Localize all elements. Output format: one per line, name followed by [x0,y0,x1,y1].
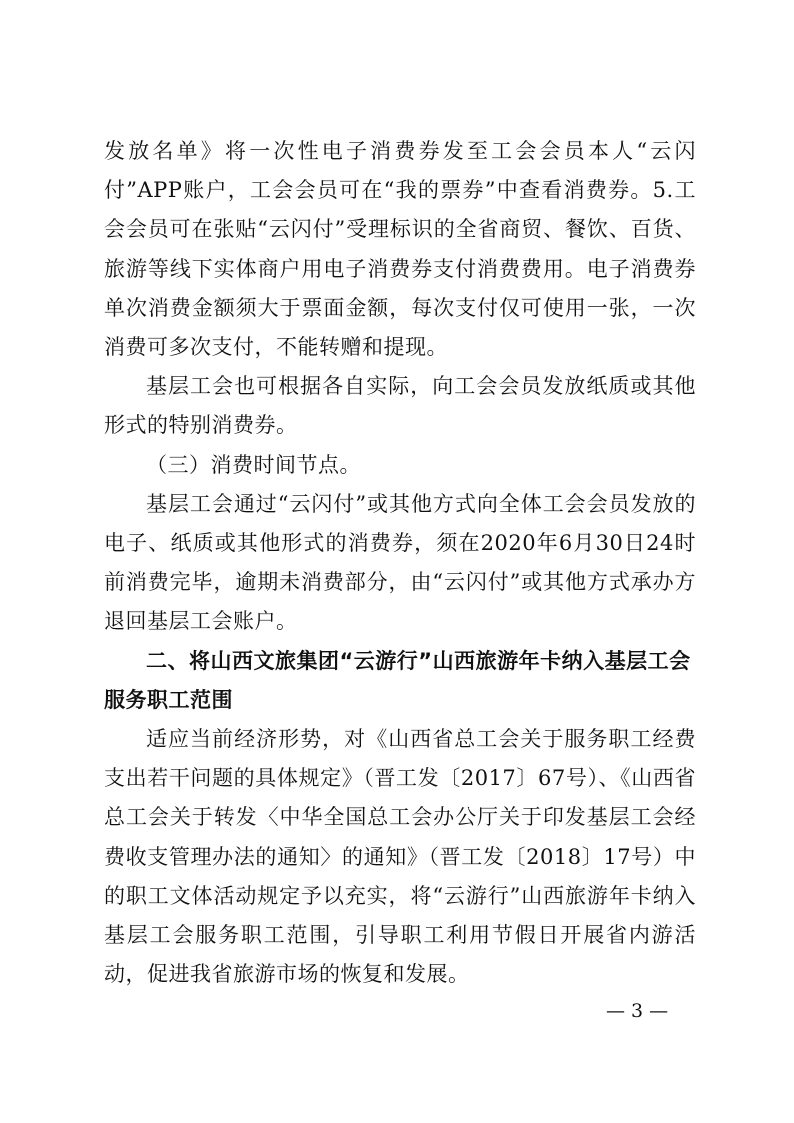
subheading-consumption-deadline: （三）消费时间节点。 [146,452,361,477]
page-number: — 3 — [606,1000,669,1022]
paragraph-tourism-card: 适应当前经济形势，对《山西省总工会关于服务职工经费支出若干问题的具体规定》（晋工发〔2017〕67号）、《山西省总工会关于转发〈中华全国总工会办公厅关于印发基层工会经费收支管理办法的通知〉的通知》（晋工发〔2018〕17号）中的职工文体活动规定予以充实，将“云游行”山西旅游年卡纳入基层工会服务职工范围，引导职工利用节假日开展省内游活动，促进我省旅游市场的恢复和发展。 [104,727,696,987]
paragraph-coupon-usage: 发放名单》将一次性电子消费券发至工会会员本人“云闪付”APP账户，工会会员可在“我的票券”中查看消费券。5.工会会员可在张贴“云闪付”受理标识的全省商贸、餐饮、百货、旅游等线下实体商户用电子消费券支付消费费用。电子消费券单次消费金额须大于票面金额，每次支付仅可使用一张，一次消费可多次支付，不能转赠和提现。 [104,139,696,360]
paragraph-paper-coupons: 基层工会也可根据各自实际，向工会会员发放纸质或其他形式的特别消费券。 [104,374,696,438]
section-heading-tourism-card: 二、将山西文旅集团“云游行”山西旅游年卡纳入基层工会服务职工范围 [104,648,691,712]
document-body [104,132,696,994]
paragraph-deadline-details: 基层工会通过“云闪付”或其他方式向全体工会会员发放的电子、纸质或其他形式的消费券，须在2020年6月30日24时前消费完毕，逾期未消费部分，由“云闪付”或其他方式承办方退回基层工会账户。 [104,491,696,634]
